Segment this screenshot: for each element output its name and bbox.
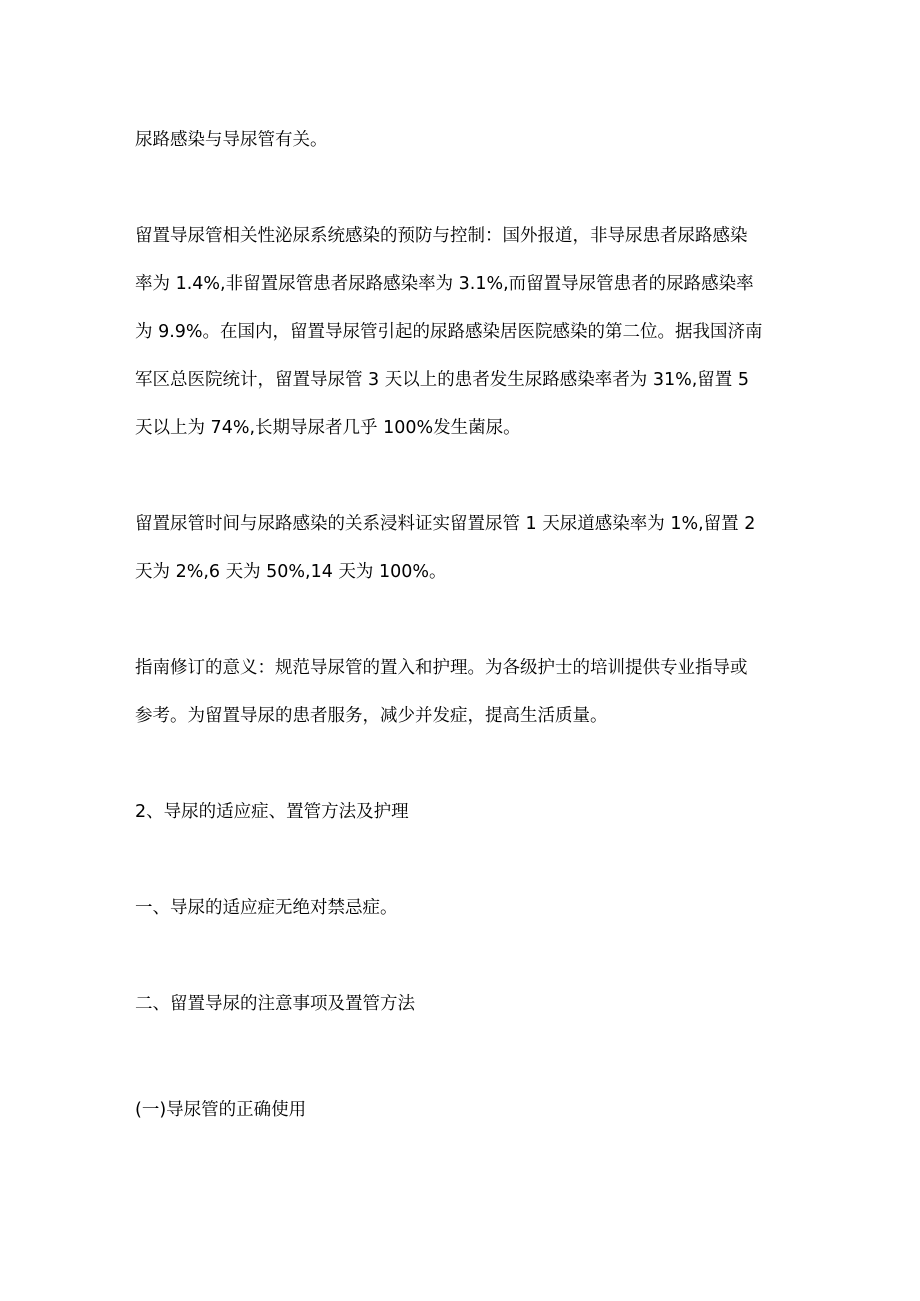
subsection-heading-2: 二、留置导尿的注意事项及置管方法 <box>135 994 415 1014</box>
subsubsection-heading-1: (一)导尿管的正确使用 <box>135 1100 307 1120</box>
paragraph-2-line-3: 为 9.9%。在国内，留置导尿管引起的尿路感染居医院感染的第二位。据我国济南 <box>135 322 763 342</box>
paragraph-2-line-5: 天以上为 74%,长期导尿者几乎 100%发生菌尿。 <box>135 418 521 438</box>
paragraph-4-line-1: 指南修订的意义：规范导尿管的置入和护理。为各级护士的培训提供专业指导或 <box>135 658 748 678</box>
paragraph-2-line-4: 军区总医院统计，留置导尿管 3 天以上的患者发生尿路感染率者为 31%,留置 5 <box>135 370 749 390</box>
paragraph-4-line-2: 参考。为留置导尿的患者服务，减少并发症，提高生活质量。 <box>135 706 608 726</box>
paragraph-3-line-1: 留置尿管时间与尿路感染的关系浸料证实留置尿管 1 天尿道感染率为 1%,留置 2 <box>135 514 756 534</box>
paragraph-2-line-1: 留置导尿管相关性泌尿系统感染的预防与控制：国外报道，非导尿患者尿路感染 <box>135 226 748 246</box>
section-heading-2: 2、导尿的适应症、置管方法及护理 <box>135 802 409 822</box>
paragraph-1-line-1: 尿路感染与导尿管有关。 <box>135 130 328 150</box>
paragraph-2-line-2: 率为 1.4%,非留置尿管患者尿路感染率为 3.1%,而留置导尿管患者的尿路感染率 <box>135 274 754 294</box>
subsection-heading-1: 一、导尿的适应症无绝对禁忌症。 <box>135 898 398 918</box>
paragraph-3-line-2: 天为 2%,6 天为 50%,14 天为 100%。 <box>135 562 447 582</box>
